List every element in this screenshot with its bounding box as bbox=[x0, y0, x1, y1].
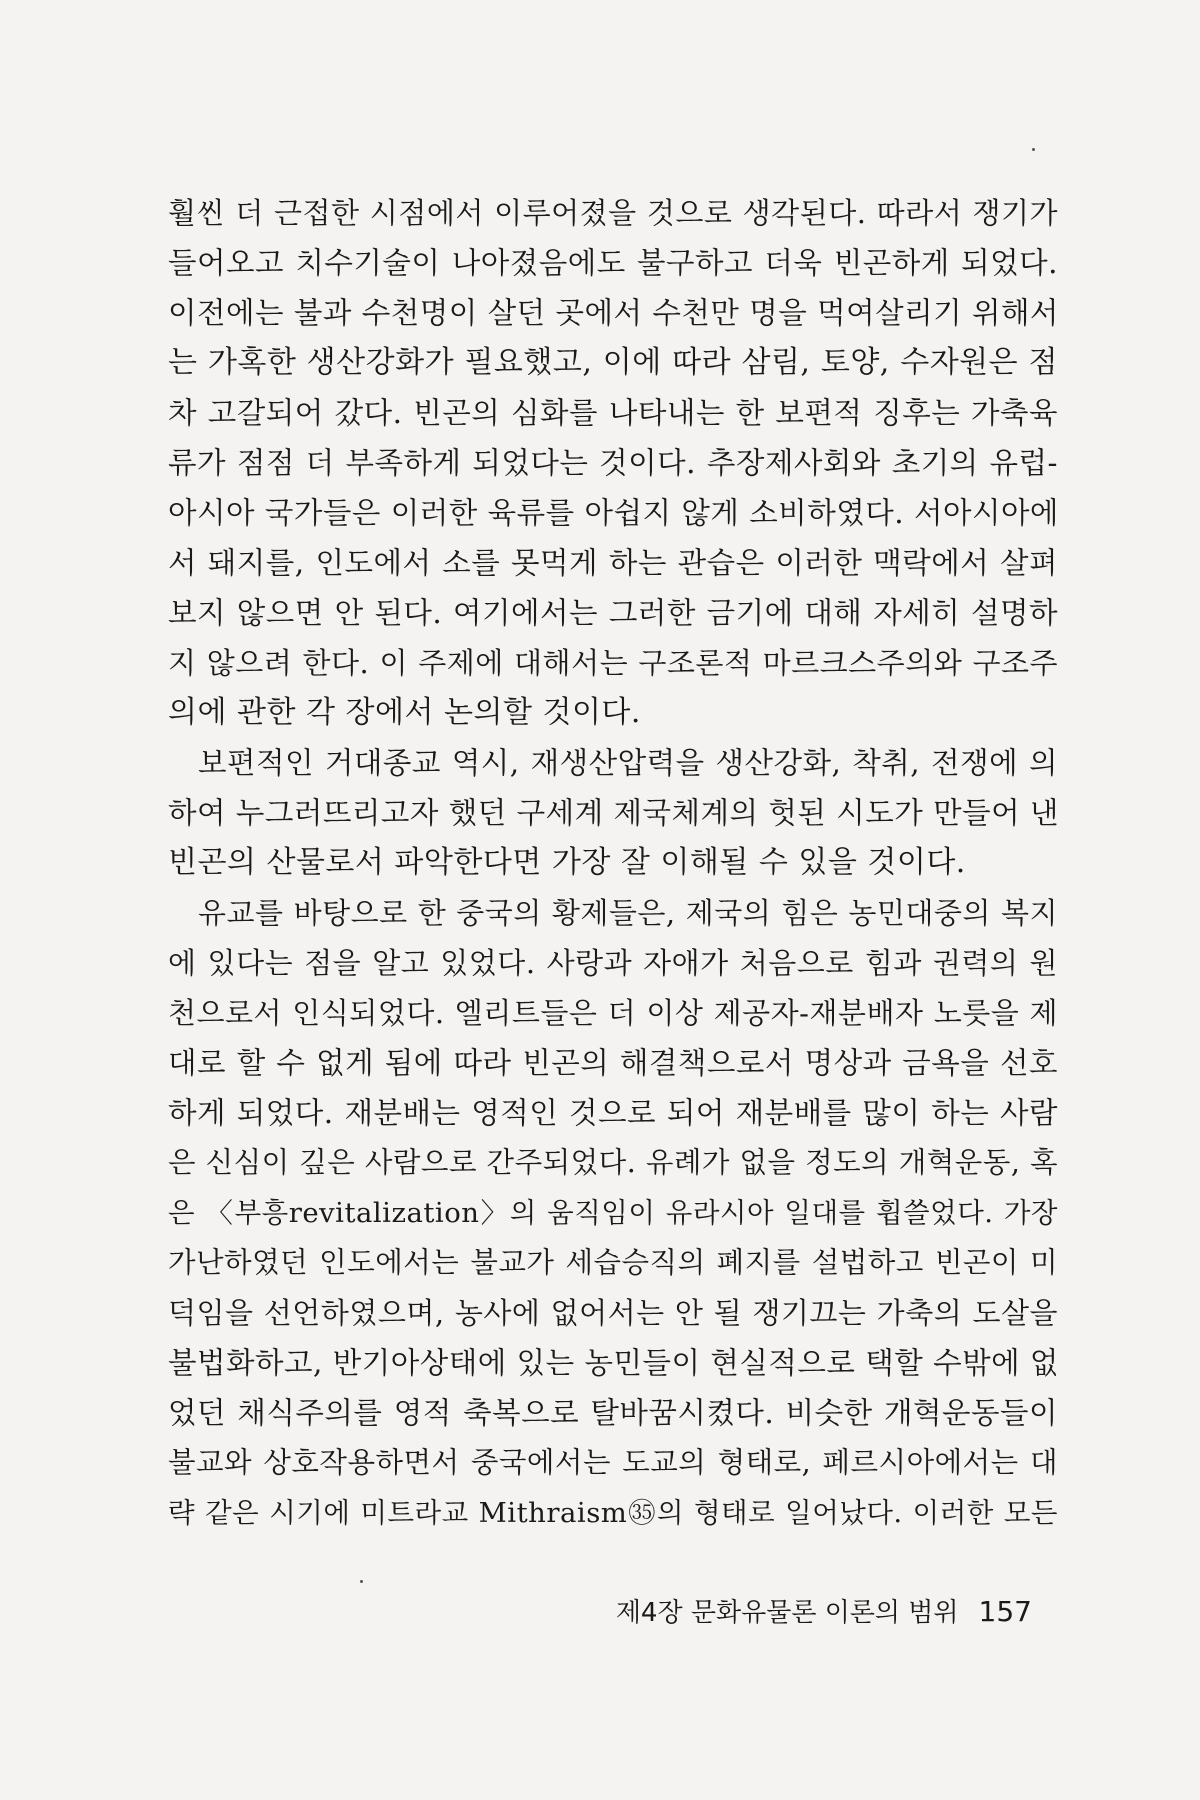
text-line: 훨씬 더 근접한 시점에서 이루어졌을 것으로 생각된다. 따라서 쟁기가 bbox=[168, 196, 1058, 230]
text-line: 차 고갈되어 갔다. 빈곤의 심화를 나타내는 한 보편적 징후는 가축육 bbox=[168, 396, 1058, 430]
text-line: 은 〈부흥revitalization〉의 움직임이 유라시아 일대를 휩쓸었다. 가장 bbox=[168, 1197, 1058, 1229]
text-line: 에 있다는 점을 알고 있었다. 사랑과 자애가 처음으로 힘과 권력의 원 bbox=[168, 946, 1058, 980]
page-footer bbox=[616, 1592, 1032, 1629]
text-line: 었던 채식주의를 영적 축복으로 탈바꿈시켰다. 비슷한 개혁운동들이 bbox=[168, 1396, 1058, 1430]
text-line: 하게 되었다. 재분배는 영적인 것으로 되어 재분배를 많이 하는 사람 bbox=[168, 1096, 1058, 1130]
scan-speck bbox=[360, 1580, 363, 1583]
text-line: 보편적인 거대종교 역시, 재생산압력을 생산강화, 착취, 전쟁에 의 bbox=[198, 746, 1058, 780]
text-line: 하여 누그러뜨리고자 했던 구세계 제국체계의 헛된 시도가 만들어 낸 bbox=[168, 796, 1059, 830]
text-line: 략 같은 시기에 미트라교 Mithraism㉟의 형태로 일어났다. 이러한 모든 bbox=[168, 1497, 1058, 1529]
text-line: 의에 관한 각 장에서 논의할 것이다. bbox=[168, 695, 641, 730]
text-line: 빈곤의 산물로서 파악한다면 가장 잘 이해될 수 있을 것이다. bbox=[168, 845, 966, 880]
body-text bbox=[168, 188, 1058, 1538]
text-line: 이전에는 불과 수천명이 살던 곳에서 수천만 명을 먹여살리기 위해서 bbox=[168, 296, 1059, 330]
text-line: 는 가혹한 생산강화가 필요했고, 이에 따라 삼림, 토양, 수자원은 점 bbox=[168, 345, 1058, 380]
running-chapter-title: 제4장 문화유물론 이론의 범위 bbox=[615, 1598, 959, 1628]
text-line: 가난하였던 인도에서는 불교가 세습승직의 폐지를 설법하고 빈곤이 미 bbox=[168, 1246, 1058, 1279]
text-line: 류가 점점 더 부족하게 되었다는 것이다. 추장제사회와 초기의 유럽- bbox=[168, 446, 1058, 480]
text-line: 들어오고 치수기술이 나아졌음에도 불구하고 더욱 빈곤하게 되었다. bbox=[168, 246, 1058, 280]
text-line: 불교와 상호작용하면서 중국에서는 도교의 형태로, 페르시아에서는 대 bbox=[168, 1446, 1058, 1479]
text-line: 보지 않으면 안 된다. 여기에서는 그러한 금기에 대해 자세히 설명하 bbox=[168, 596, 1058, 630]
text-line: 대로 할 수 없게 됨에 따라 빈곤의 해결책으로서 명상과 금욕을 선호 bbox=[168, 1046, 1058, 1080]
text-line: 아시아 국가들은 이러한 육류를 아쉽지 않게 소비하였다. 서아시아에 bbox=[168, 496, 1059, 530]
scan-speck bbox=[1032, 148, 1035, 151]
text-line: 서 돼지를, 인도에서 소를 못먹게 하는 관습은 이러한 맥락에서 살펴 bbox=[168, 546, 1058, 580]
text-line: 불법화하고, 반기아상태에 있는 농민들이 현실적으로 택할 수밖에 없 bbox=[168, 1346, 1059, 1380]
text-line: 지 않으려 한다. 이 주제에 대해서는 구조론적 마르크스주의와 구조주 bbox=[168, 646, 1058, 680]
text-line: 유교를 바탕으로 한 중국의 황제들은, 제국의 힘은 농민대중의 복지 bbox=[198, 896, 1058, 930]
text-line: 은 신심이 깊은 사람으로 간주되었다. 유례가 없을 정도의 개혁운동, 혹 bbox=[168, 1146, 1059, 1179]
text-line: 천으로서 인식되었다. 엘리트들은 더 이상 제공자-재분배자 노릇을 제 bbox=[168, 996, 1058, 1030]
text-line: 덕임을 선언하였으며, 농사에 없어서는 안 될 쟁기끄는 가축의 도살을 bbox=[168, 1296, 1058, 1330]
page-number: 157 bbox=[978, 1595, 1032, 1628]
